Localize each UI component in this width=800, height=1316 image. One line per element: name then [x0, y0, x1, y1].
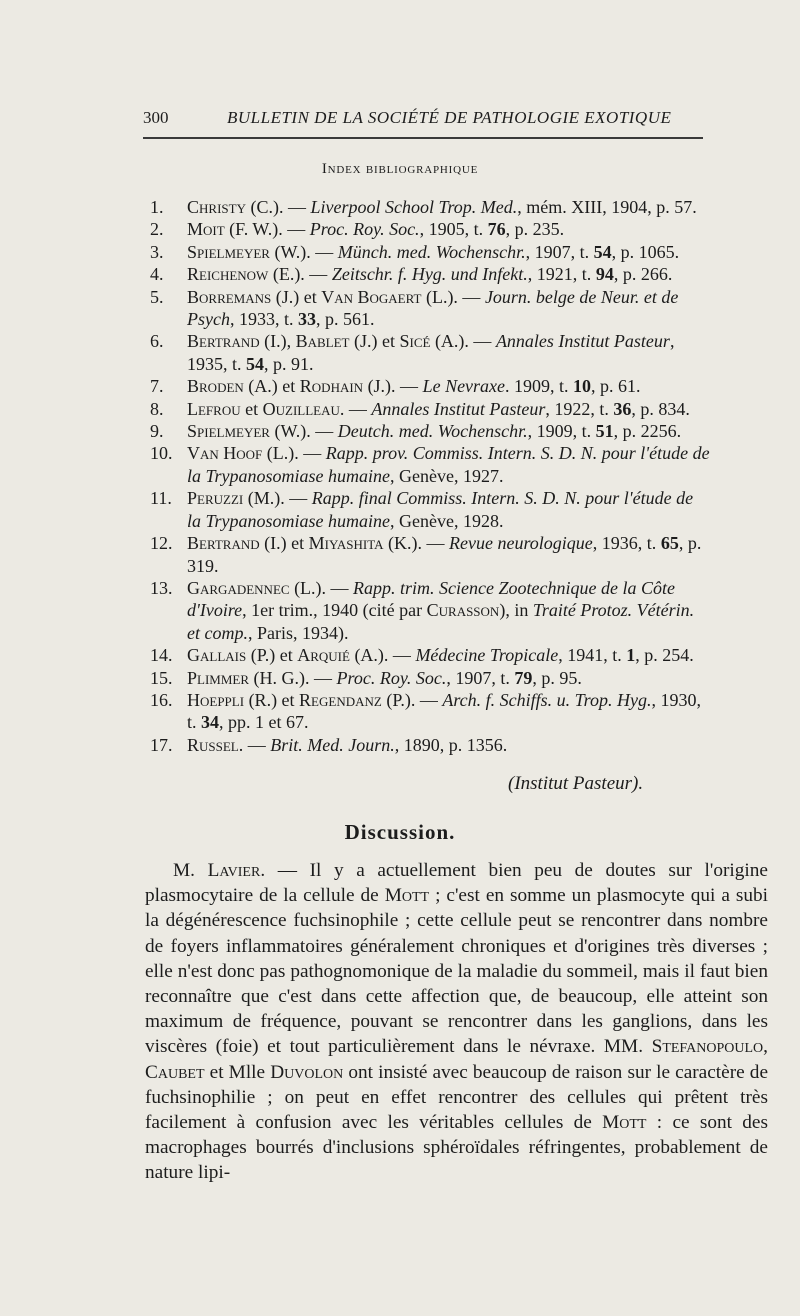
text-run: . — [238, 734, 271, 755]
journal-title: Brit. Med. Journ. [270, 734, 395, 755]
volume-number: 94 [595, 264, 614, 285]
text-run: (H. G.). — [249, 667, 337, 688]
author-name: Hoeppli [187, 689, 245, 710]
journal-title: Zeitschr. f. Hyg. und Infekt. [331, 264, 528, 285]
text-run: (P.). — [381, 689, 443, 710]
author-name: Gargadennec [187, 577, 290, 598]
text-run: . — Il y a actuellement bien peu de doutes sur l'origine plasmocytaire de la cellule de [145, 860, 768, 907]
volume-number: 1 [626, 645, 636, 666]
journal-title: Liverpool School Trop. Med. [310, 197, 518, 217]
reference-number: 13. [150, 577, 173, 598]
reference-text [187, 577, 710, 644]
text-run: ; c'est en somme un plasmocyte qui a subi la dégénérescence fuchsinophile ; cette cellule peut se rencontrer dans nombre de foyers inflammatoires généralement chroniques et d'origines très diverses ; elle n'est donc pas pathognomonique de la maladie du sommeil, mais il faut bien reconnaître que c'est dans cette affection que, de beaucoup, elle atteint son maximum de fréquence, pouvant se rencontrer dans les ganglions, dans les viscères (foie) et tout particulièrement dans le névraxe. MM. [145, 885, 769, 1058]
text-run: , Genève, 1928. [390, 510, 504, 531]
discussion-body [145, 858, 768, 1186]
reference-text [187, 442, 710, 487]
text-run: et Mlle [204, 1061, 271, 1083]
text-run: ), in [499, 600, 533, 621]
text-run: (R.) et [244, 689, 300, 710]
text-run: , p. 91. [264, 353, 314, 374]
text-run: , p. 61. [591, 376, 641, 397]
discussion-paragraph [145, 858, 768, 1186]
text-run: , p. 254. [635, 645, 694, 666]
author-name: Miyashita [308, 533, 384, 554]
volume-number: 54 [593, 241, 612, 262]
reference-number: 4. [150, 264, 164, 285]
text-run: , 1922, t. [545, 398, 614, 419]
text-run: (W.). — [269, 421, 338, 442]
text-run: (W.). — [269, 241, 338, 262]
text-run: , 1936, t. [592, 533, 661, 554]
text-run: , 1941, t. [558, 645, 627, 666]
author-name: Christy [187, 197, 246, 217]
reference-list [150, 196, 710, 756]
author-name: Bablet [295, 331, 350, 352]
volume-number: 65 [660, 533, 679, 554]
text-run: , 1905, t. [419, 219, 488, 240]
reference-item [150, 532, 710, 577]
text-run: (J.). — [363, 376, 423, 397]
reference-text [187, 375, 710, 397]
reference-text [187, 218, 710, 240]
running-title: BULLETIN DE LA SOCIÉTÉ DE PATHOLOGIE EXOTIQUE [227, 108, 672, 127]
reference-item [150, 218, 710, 240]
reference-item [150, 398, 710, 420]
text-run: (I.), [259, 331, 296, 352]
volume-number: 34 [201, 712, 220, 733]
reference-text [187, 196, 710, 218]
reference-item [150, 577, 710, 644]
reference-text [187, 532, 710, 577]
author-name: Van Bogaert [321, 286, 422, 307]
reference-text [187, 644, 710, 666]
volume-number: 76 [487, 219, 506, 240]
text-run: . — [339, 398, 372, 419]
volume-number: 79 [514, 667, 533, 688]
journal-title: Annales Institut Pasteur [371, 398, 546, 419]
reference-text [187, 689, 710, 734]
reference-item [150, 330, 710, 375]
discussion-title: Discussion. [344, 820, 456, 844]
reference-item [150, 241, 710, 263]
author-name: Plimmer [187, 667, 250, 688]
text-run: (L.). — [289, 577, 354, 598]
volume-number: 10 [573, 376, 592, 397]
reference-number: 14. [150, 645, 173, 666]
reference-text [187, 734, 710, 756]
reference-number: 12. [150, 533, 173, 554]
volume-number: 51 [595, 421, 614, 442]
text-run: (L.). — [262, 443, 326, 464]
volume-number: 54 [246, 353, 265, 374]
reference-item [150, 667, 710, 689]
journal-title: Münch. med. Wochenschr. [337, 241, 526, 262]
reference-text [187, 398, 710, 420]
author-name: Mott [384, 885, 430, 907]
reference-number: 3. [150, 241, 164, 262]
text-run: (C.). — [245, 197, 311, 217]
text-run: (F. W.). — [224, 219, 310, 240]
text-run: (I.) et [259, 533, 309, 554]
reference-text [187, 420, 710, 442]
text-run: (J.) et [349, 331, 400, 352]
author-name: Lefrou [187, 398, 241, 419]
journal-title: Rapp. final Commiss. Intern. S. D. N. pour l'étude de la Trypanosomiase humaine [187, 488, 694, 531]
reference-item [150, 263, 710, 285]
reference-number: 6. [150, 331, 164, 352]
volume-number: 36 [613, 398, 632, 419]
text-run: (K.). — [383, 533, 450, 554]
reference-item [150, 644, 710, 666]
volume-number: 33 [298, 309, 316, 330]
text-run: , 1907, t. [525, 241, 594, 262]
reference-item [150, 196, 710, 218]
text-run: , 1935, t. [187, 331, 675, 374]
text-run: (A.). — [430, 331, 496, 352]
text-run: (P.) et [246, 645, 298, 666]
journal-title: Annales Institut Pasteur [495, 331, 670, 352]
text-run: , p. 561. [316, 309, 375, 330]
text-run: , p. 2256. [613, 421, 682, 442]
reference-number: 2. [150, 219, 164, 240]
text-run: , 1909, t. [527, 421, 596, 442]
author-name: Stefanopoulo [651, 1036, 764, 1058]
reference-item [150, 487, 710, 532]
text-run: . 1909, t. [505, 376, 574, 397]
reference-item [150, 442, 710, 487]
journal-title: Revue neurologique [449, 533, 593, 554]
author-name: Russel [187, 734, 239, 755]
text-run: , p. 235. [505, 219, 565, 240]
text-run: , p. 266. [613, 264, 673, 285]
author-name: Spielmeyer [187, 241, 270, 262]
reference-number: 9. [150, 421, 164, 442]
reference-number: 11. [150, 488, 172, 509]
journal-title: Médecine Tropicale [415, 645, 559, 666]
reference-item [150, 734, 710, 756]
journal-title: Proc. Roy. Soc. [309, 219, 420, 240]
text-run: , 1er trim., 1940 (cité par [242, 600, 427, 621]
author-name: Bertrand [187, 533, 260, 554]
reference-number: 16. [150, 689, 173, 710]
author-name: Spielmeyer [187, 421, 270, 442]
text-run: , 1921, t. [527, 264, 596, 285]
journal-title: Le Nevraxe [422, 376, 506, 397]
author-name: Duvolon [270, 1061, 344, 1083]
author-name: Borremans [187, 286, 272, 307]
text-run: , p. 1065. [611, 241, 680, 262]
reference-number: 15. [150, 667, 173, 688]
reference-item [150, 420, 710, 442]
author-name: Moit [187, 219, 225, 240]
journal-title: Proc. Roy. Soc. [336, 667, 447, 688]
author-name: Curasson [426, 600, 500, 621]
reference-text [187, 667, 710, 689]
journal-title: Rapp. prov. Commiss. Intern. S. D. N. pour l'étude de la Trypanosomiase humaine [187, 443, 710, 486]
text-run: , mém. XIII, 1904, p. 57. [517, 197, 697, 217]
text-run: (E.). — [268, 264, 332, 285]
reference-number: 10. [150, 443, 173, 464]
author-name: Broden [187, 376, 244, 397]
reference-number: 7. [150, 376, 164, 397]
text-run: M. [173, 860, 208, 881]
reference-text [187, 286, 710, 331]
journal-title: Journ. belge de Neur. et de Psych [187, 286, 679, 330]
reference-number: 8. [150, 398, 164, 419]
author-name: Van Hoof [187, 443, 263, 464]
text-run: , p. 95. [532, 667, 582, 688]
author-name: Peruzzi [187, 488, 244, 509]
text-run: , 1890, p. 1356. [394, 734, 508, 755]
text-run: , p. 834. [631, 398, 690, 419]
journal-title: Traité Protoz. Vétérin. et comp. [187, 600, 695, 643]
reference-number: 1. [150, 197, 164, 217]
author-name: Mott [602, 1112, 647, 1134]
text-run: , 1907, t. [446, 667, 515, 688]
text-run: (J.) et [271, 286, 322, 307]
text-run: (M.). — [243, 488, 312, 509]
reference-item [150, 286, 710, 331]
reference-text [187, 330, 710, 375]
text-run: , Genève, 1927. [390, 465, 504, 486]
page-number: 300 [143, 108, 169, 127]
text-run: : ce sont des macrophages bourrés d'inclusions sphéroïdales réfringentes, probablement de nature lipi- [145, 1112, 768, 1184]
text-run: , p. 319. [187, 533, 702, 576]
text-run: , [763, 1036, 768, 1058]
text-run: , 1930, t. [187, 689, 702, 733]
author-name: Bertrand [187, 331, 260, 352]
author-name: Caubet [145, 1061, 205, 1083]
reference-number: 5. [150, 286, 164, 307]
reference-text [187, 487, 710, 532]
reference-item [150, 375, 710, 397]
text-run: , pp. 1 et 67. [219, 712, 309, 733]
author-name: Reichenow [187, 264, 269, 285]
author-name: Lavier [207, 860, 261, 881]
header-rule [143, 137, 703, 139]
text-run: (A.) et [243, 376, 300, 397]
author-name: Ouzilleau [262, 398, 340, 419]
text-run: et [240, 398, 263, 419]
text-run: , 1933, t. [229, 309, 298, 330]
page-header [143, 108, 703, 134]
reference-text [187, 241, 710, 263]
text-run: (L.). — [421, 286, 485, 307]
index-title: Index bibliographique [321, 161, 479, 177]
author-name: Gallais [187, 645, 247, 666]
journal-title: Rapp. trim. Science Zootechnique de la Côte d'Ivoire [187, 577, 675, 621]
author-name: Rodhain [299, 376, 364, 397]
journal-title: Deutch. med. Wochenschr. [337, 421, 528, 442]
signature: (Institut Pasteur). [508, 773, 644, 794]
journal-title: Arch. f. Schiffs. u. Trop. Hyg. [442, 689, 652, 710]
text-run: (A.). — [349, 645, 416, 666]
text-run: , Paris, 1934). [247, 622, 349, 643]
reference-item [150, 689, 710, 734]
text-run: ont insisté avec beaucoup de raison sur le caractère de fuchsinophilie ; on peut en effet rencontrer des cellules qui prêtent très facilement à confusion avec les véritables cellules de [145, 1061, 768, 1134]
reference-text [187, 263, 710, 285]
author-name: Regendanz [299, 689, 382, 710]
author-name: Sicé [399, 331, 431, 352]
reference-number: 17. [150, 734, 173, 755]
author-name: Arquié [297, 645, 350, 666]
